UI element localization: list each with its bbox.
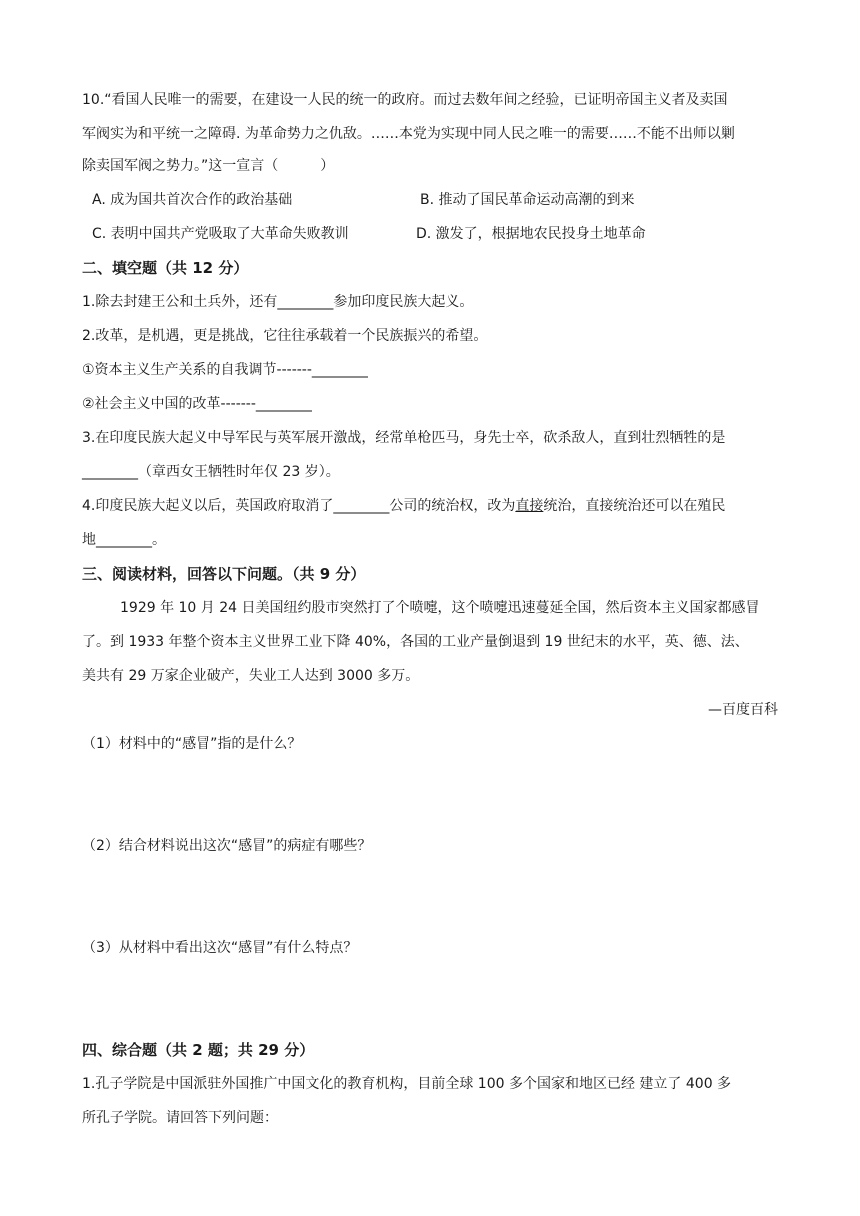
section2-q2b: ②社会主义中国的改革-------________ [82,396,312,412]
section2-q4-underlined: 直接 [515,498,544,514]
section3-title: 三、阅读材料，回答以下问题。（共 9 分） [82,565,366,583]
section2-title: 二、填空题（共 12 分） [82,259,249,277]
section2-q3-line2: ________（章西女王牺牲时年仅 23 岁）。 [82,464,340,480]
section2-q2a: ①资本主义生产关系的自我调节-------________ [82,362,368,378]
q10-text-line3: 除卖国军阀之势力。”这一宣言（ ） [82,158,335,174]
q10-option-c: C. 表明中国共产党吸取了大革命失败教训 [92,226,349,242]
q10-option-d: D. 激发了，根据地农民投身土地革命 [416,226,646,242]
section2-q1: 1.除去封建王公和土兵外，还有________参加印度民族大起义。 [82,294,474,310]
section3-q2: （2）结合材料说出这次“感冒”的病症有哪些？ [82,838,372,854]
section2-q3-line1: 3.在印度民族大起义中导军民与英军展开激战，经常单枪匹马，身先士卒，砍杀敌人，直到壮烈牺牲的是 [82,430,726,446]
section3-para-line1: 1929 年 10 月 24 日美国纽约股市突然打了个喷嚏，这个喷嚏迅速蔓延全国，然后资本主义国家都感冒 [120,600,760,616]
section2-q2: 2.改革，是机遇，更是挑战，它往往承载着一个民族振兴的希望。 [82,328,488,344]
section3-para-line3: 美共有 29 万家企业破产，失业工人达到 3000 多万。 [82,668,420,684]
section4-q1-line2: 所孔子学院。请回答下列问题： [82,1110,278,1126]
section2-q4-pre: 4.印度民族大起义以后，英国政府取消了________公司的统治权，改为 [82,498,516,514]
section2-q4-line1 [82,496,725,516]
q10-text-line2: 军阀实为和平统一之障碍. 为革命势力之仇敌。……本党为实现中同人民之唯一的需要……不能不出师以剿 [82,126,735,142]
section4-title: 四、综合题（共 2 题；共 29 分） [82,1041,315,1059]
section3-q1: （1）材料中的“感冒”指的是什么？ [82,736,302,752]
q10-option-b: B. 推动了国民革命运动高潮的到来 [420,192,635,208]
section3-para-line2: 了。到 1933 年整个资本主义世界工业下降 40%，各国的工业产量倒退到 19 世纪末的水平，英、德、法、 [82,634,749,650]
section3-q3: （3）从材料中看出这次“感冒”有什么特点？ [82,940,358,956]
section2-q4-line2: 地________。 [82,532,166,548]
q10-text-line1: 10.“看国人民唯一的需要，在建设一人民的统一的政府。而过去数年间之经验，已证明帝国主义者及卖国 [82,92,728,108]
section2-q4-post: 统治，直接统治还可以在殖民 [543,498,726,514]
section3-source: —百度百科 [708,702,778,718]
q10-option-a: A. 成为国共首次合作的政治基础 [92,192,293,208]
section4-q1-line1: 1.孔子学院是中国派驻外国推广中国文化的教育机构，目前全球 100 多个国家和地区已经 建立了 400 多 [82,1076,732,1092]
